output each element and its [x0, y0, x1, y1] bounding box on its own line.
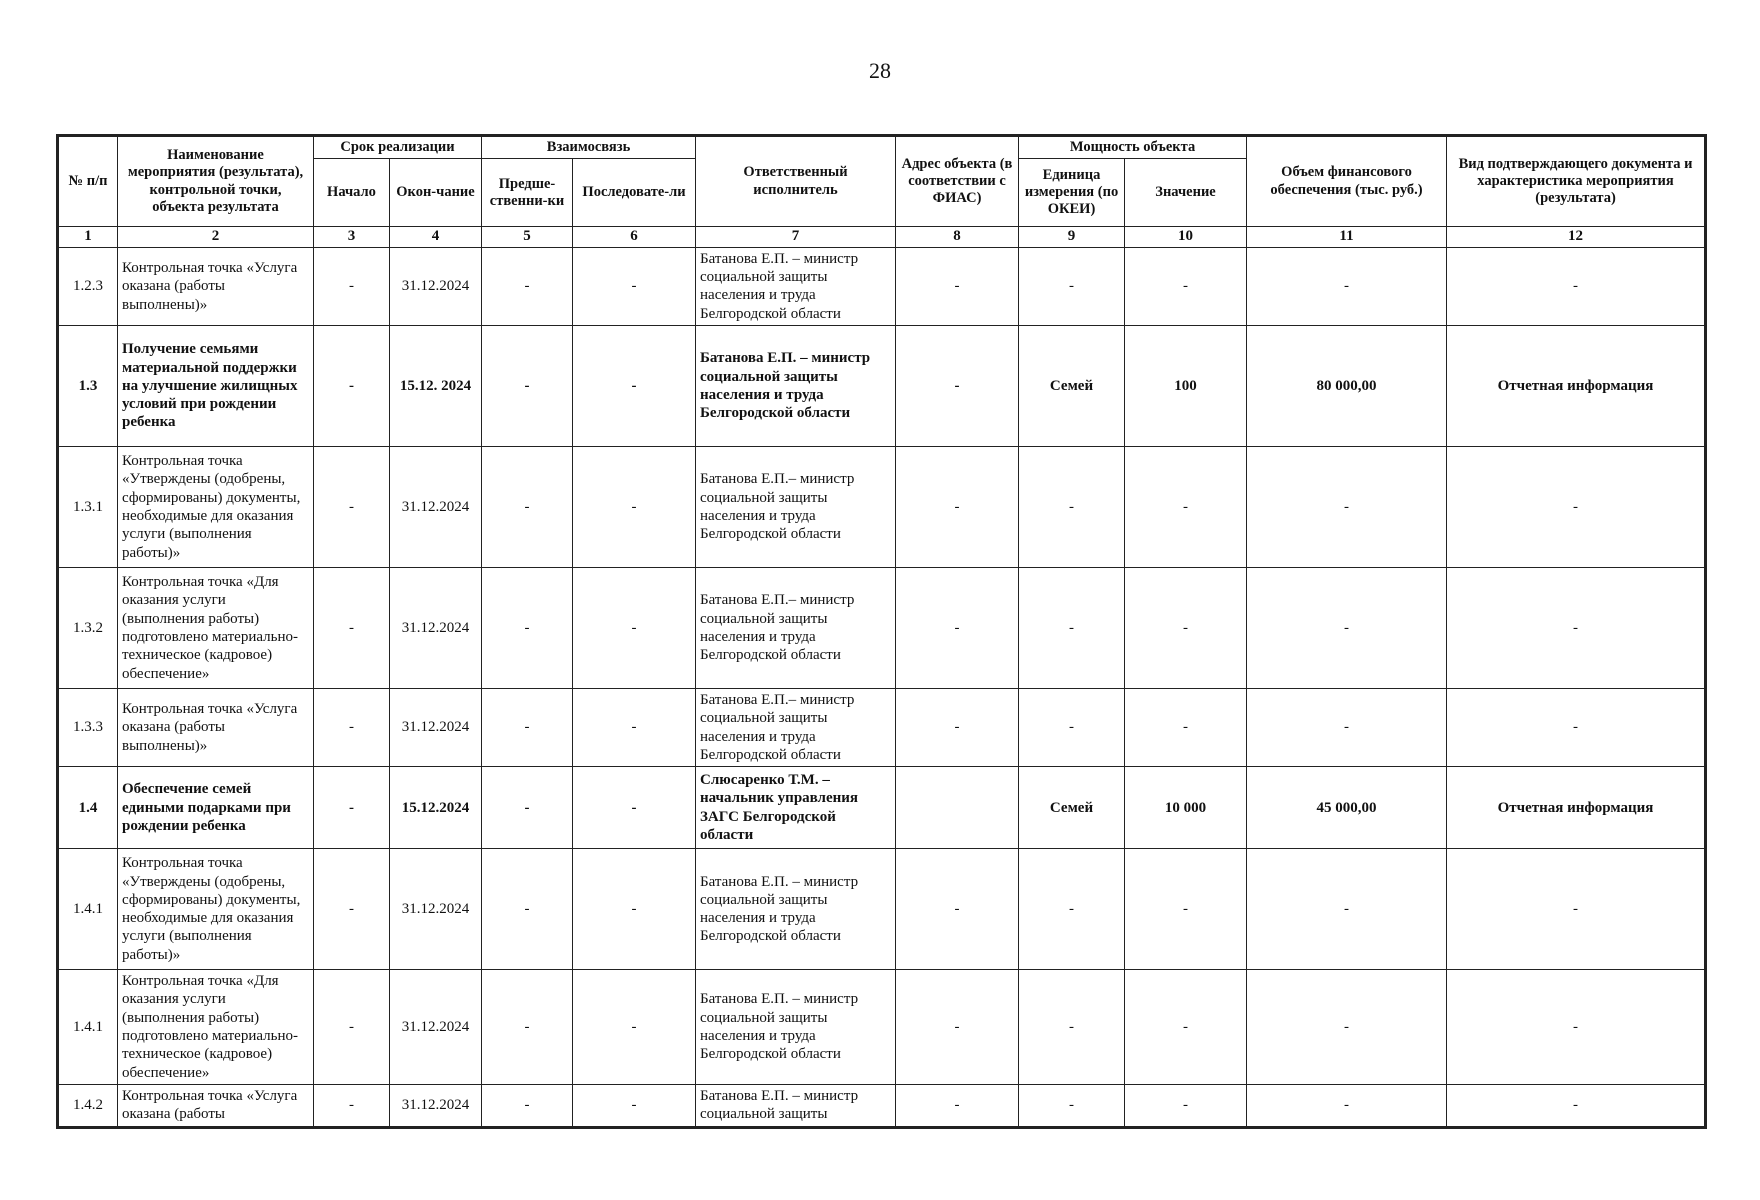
row-value: -: [1125, 688, 1247, 766]
row-value: -: [1125, 567, 1247, 688]
row-num: 1.4.1: [59, 970, 118, 1085]
row-start: -: [314, 325, 390, 446]
row-end: 31.12.2024: [390, 247, 482, 325]
row-num: 1.3: [59, 325, 118, 446]
row-num: 1.2.3: [59, 247, 118, 325]
plan-table: [58, 136, 1705, 1127]
row-address: -: [896, 567, 1019, 688]
row-doc: -: [1447, 446, 1705, 567]
row-name: Получение семьями материальной поддержки на улучшение жилищных условий при рождении ребенка: [118, 325, 314, 446]
column-number: 1: [59, 227, 118, 248]
row-doc: -: [1447, 567, 1705, 688]
row-finance: -: [1247, 688, 1447, 766]
column-number: 4: [390, 227, 482, 248]
row-num: 1.3.2: [59, 567, 118, 688]
row-executor: Батанова Е.П. – министр социальной защиты населения и труда Белгородской области: [696, 970, 896, 1085]
row-address: -: [896, 688, 1019, 766]
column-number: 8: [896, 227, 1019, 248]
row-predecessors: -: [482, 849, 573, 970]
table-row: [59, 767, 1705, 849]
header-predecessors: Предше-ственни-ки: [482, 159, 573, 227]
header-successors: Последовате-ли: [573, 159, 696, 227]
table-body: [59, 247, 1705, 1126]
row-finance: -: [1247, 446, 1447, 567]
row-doc: Отчетная информация: [1447, 325, 1705, 446]
header-address: Адрес объекта (в соответствии с ФИАС): [896, 137, 1019, 227]
header-doc: Вид подтверждающего документа и характеристика мероприятия (результата): [1447, 137, 1705, 227]
table-row: [59, 247, 1705, 325]
column-number: 11: [1247, 227, 1447, 248]
row-successors: -: [573, 325, 696, 446]
row-start: -: [314, 1084, 390, 1126]
column-number: 12: [1447, 227, 1705, 248]
row-finance: -: [1247, 1084, 1447, 1126]
table-row: [59, 849, 1705, 970]
row-successors: -: [573, 567, 696, 688]
row-value: 10 000: [1125, 767, 1247, 849]
header-executor: Ответственный исполнитель: [696, 137, 896, 227]
row-doc: -: [1447, 849, 1705, 970]
row-num: 1.4: [59, 767, 118, 849]
row-successors: -: [573, 849, 696, 970]
row-executor: Батанова Е.П. – министр социальной защиты населения и труда Белгородской области: [696, 247, 896, 325]
row-start: -: [314, 247, 390, 325]
table-row: [59, 446, 1705, 567]
row-unit: -: [1019, 849, 1125, 970]
header-capacity: Мощность объекта: [1019, 137, 1247, 159]
row-unit: -: [1019, 970, 1125, 1085]
header-finance: Объем финансового обеспечения (тыс. руб.): [1247, 137, 1447, 227]
row-end: 31.12.2024: [390, 688, 482, 766]
row-finance: -: [1247, 970, 1447, 1085]
page-number: 28: [869, 58, 891, 83]
header-start: Начало: [314, 159, 390, 227]
row-successors: -: [573, 970, 696, 1085]
row-executor: Батанова Е.П.– министр социальной защиты населения и труда Белгородской области: [696, 688, 896, 766]
row-doc: -: [1447, 1084, 1705, 1126]
row-predecessors: -: [482, 325, 573, 446]
row-end: 31.12.2024: [390, 446, 482, 567]
row-end: 31.12.2024: [390, 970, 482, 1085]
row-start: -: [314, 446, 390, 567]
row-address: -: [896, 247, 1019, 325]
row-address: [896, 767, 1019, 849]
row-successors: -: [573, 446, 696, 567]
row-finance: -: [1247, 849, 1447, 970]
row-address: -: [896, 446, 1019, 567]
row-doc: -: [1447, 970, 1705, 1085]
header-num: № п/п: [59, 137, 118, 227]
row-start: -: [314, 849, 390, 970]
row-end: 15.12. 2024: [390, 325, 482, 446]
row-start: -: [314, 767, 390, 849]
row-value: -: [1125, 970, 1247, 1085]
row-address: -: [896, 970, 1019, 1085]
row-predecessors: -: [482, 446, 573, 567]
row-unit: -: [1019, 1084, 1125, 1126]
header-value: Значение: [1125, 159, 1247, 227]
row-finance: 45 000,00: [1247, 767, 1447, 849]
row-start: -: [314, 688, 390, 766]
column-number: 7: [696, 227, 896, 248]
row-finance: -: [1247, 567, 1447, 688]
row-num: 1.4.2: [59, 1084, 118, 1126]
row-num: 1.4.1: [59, 849, 118, 970]
row-end: 15.12.2024: [390, 767, 482, 849]
table-row: [59, 970, 1705, 1085]
table-header: [59, 137, 1705, 248]
row-executor: Батанова Е.П. – министр социальной защиты: [696, 1084, 896, 1126]
row-address: -: [896, 1084, 1019, 1126]
row-num: 1.3.3: [59, 688, 118, 766]
column-number: 6: [573, 227, 696, 248]
row-executor: Батанова Е.П.– министр социальной защиты населения и труда Белгородской области: [696, 446, 896, 567]
row-doc: -: [1447, 247, 1705, 325]
row-unit: -: [1019, 247, 1125, 325]
row-address: -: [896, 325, 1019, 446]
row-name: Контрольная точка «Утверждены (одобрены, сформированы) документы, необходимые для оказания услуги (выполнения работы)»: [118, 446, 314, 567]
row-value: -: [1125, 247, 1247, 325]
row-finance: 80 000,00: [1247, 325, 1447, 446]
row-successors: -: [573, 688, 696, 766]
table-row: [59, 567, 1705, 688]
row-value: -: [1125, 849, 1247, 970]
row-num: 1.3.1: [59, 446, 118, 567]
row-address: -: [896, 849, 1019, 970]
row-unit: -: [1019, 688, 1125, 766]
row-doc: Отчетная информация: [1447, 767, 1705, 849]
header-period: Срок реализации: [314, 137, 482, 159]
header-unit: Единица измерения (по ОКЕИ): [1019, 159, 1125, 227]
row-predecessors: -: [482, 567, 573, 688]
row-name: Контрольная точка «Услуга оказана (работы выполнены)»: [118, 247, 314, 325]
column-number: 2: [118, 227, 314, 248]
column-number: 5: [482, 227, 573, 248]
row-name: Контрольная точка «Услуга оказана (работы: [118, 1084, 314, 1126]
row-executor: Слюсаренко Т.М. – начальник управления ЗАГС Белгородской области: [696, 767, 896, 849]
column-number: 10: [1125, 227, 1247, 248]
column-number: 9: [1019, 227, 1125, 248]
row-predecessors: -: [482, 970, 573, 1085]
row-predecessors: -: [482, 1084, 573, 1126]
row-name: Контрольная точка «Услуга оказана (работы выполнены)»: [118, 688, 314, 766]
row-unit: -: [1019, 446, 1125, 567]
row-doc: -: [1447, 688, 1705, 766]
row-executor: Батанова Е.П. – министр социальной защиты населения и труда Белгородской области: [696, 325, 896, 446]
row-successors: -: [573, 1084, 696, 1126]
header-name: Наименование мероприятия (результата), контрольной точки, объекта результата: [118, 137, 314, 227]
row-unit: -: [1019, 567, 1125, 688]
header-end: Окон-чание: [390, 159, 482, 227]
row-executor: Батанова Е.П. – министр социальной защиты населения и труда Белгородской области: [696, 849, 896, 970]
column-number: 3: [314, 227, 390, 248]
row-predecessors: -: [482, 247, 573, 325]
row-predecessors: -: [482, 767, 573, 849]
row-name: Контрольная точка «Для оказания услуги (выполнения работы) подготовлено материально-техническое (кадровое) обеспечение»: [118, 970, 314, 1085]
row-successors: -: [573, 767, 696, 849]
table-row: [59, 325, 1705, 446]
row-successors: -: [573, 247, 696, 325]
row-start: -: [314, 567, 390, 688]
row-end: 31.12.2024: [390, 567, 482, 688]
row-unit: Семей: [1019, 767, 1125, 849]
row-name: Контрольная точка «Утверждены (одобрены, сформированы) документы, необходимые для оказания услуги (выполнения работы)»: [118, 849, 314, 970]
row-value: -: [1125, 446, 1247, 567]
row-executor: Батанова Е.П.– министр социальной защиты населения и труда Белгородской области: [696, 567, 896, 688]
row-end: 31.12.2024: [390, 849, 482, 970]
row-end: 31.12.2024: [390, 1084, 482, 1126]
row-finance: -: [1247, 247, 1447, 325]
table-row: [59, 1084, 1705, 1126]
row-predecessors: -: [482, 688, 573, 766]
row-start: -: [314, 970, 390, 1085]
row-unit: Семей: [1019, 325, 1125, 446]
row-value: -: [1125, 1084, 1247, 1126]
row-name: Обеспечение семей едиными подарками при рождении ребенка: [118, 767, 314, 849]
header-relation: Взаимосвязь: [482, 137, 696, 159]
table-row: [59, 688, 1705, 766]
row-name: Контрольная точка «Для оказания услуги (выполнения работы) подготовлено материально-техническое (кадровое) обеспечение»: [118, 567, 314, 688]
row-value: 100: [1125, 325, 1247, 446]
